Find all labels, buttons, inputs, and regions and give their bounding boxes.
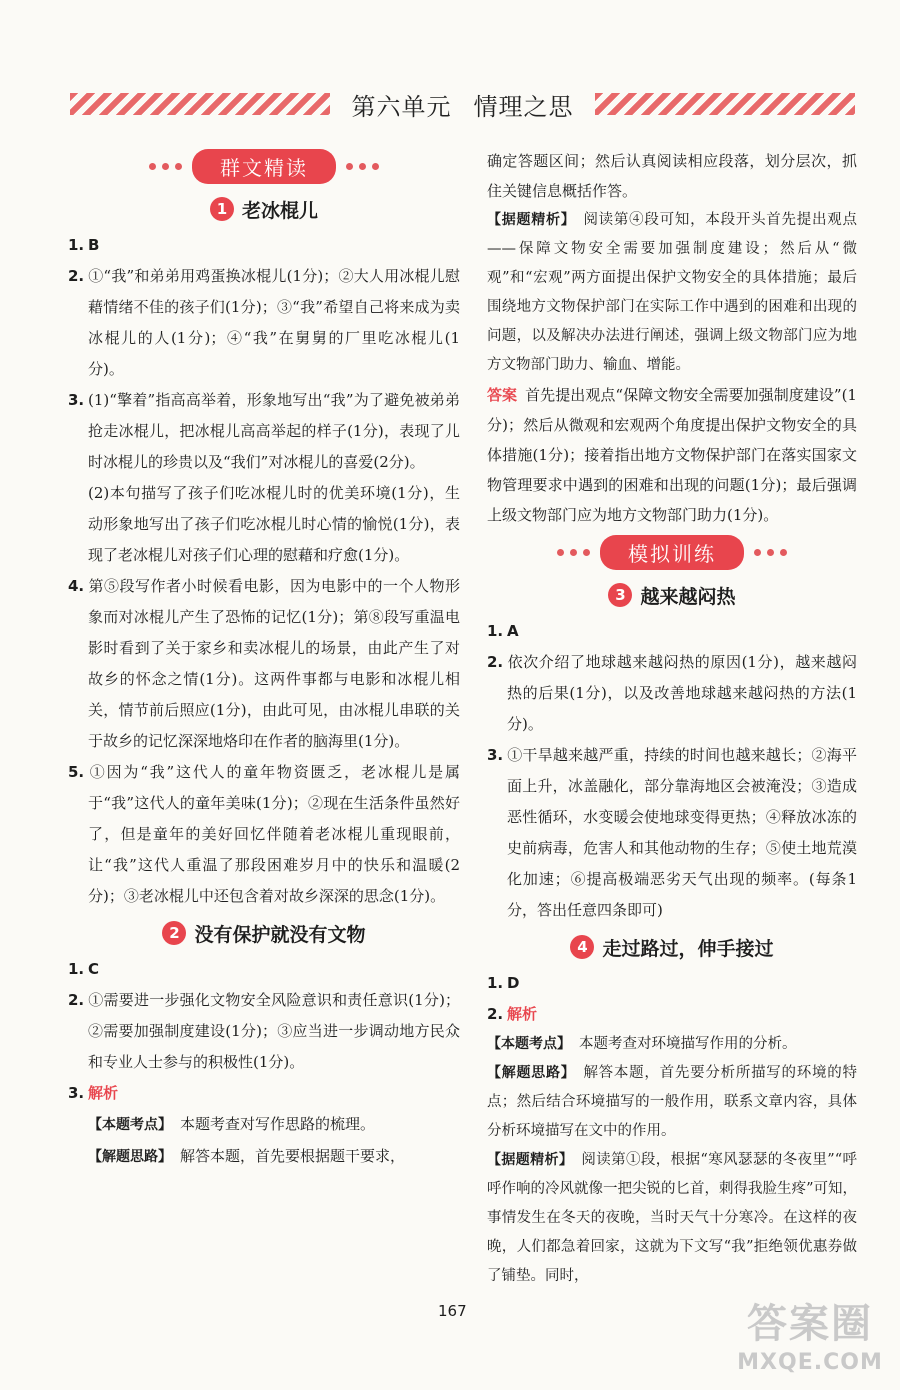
sub-answer: (2)本句描写了孩子们吃冰棍儿时的优美环境(1分)，生动形象地写出了孩子们吃冰棍儿时心情的愉悦(1分)，表现了老冰棍儿对孩子们心理的慰藉和疗愈(1分)。 bbox=[88, 484, 460, 564]
article-number: 3 bbox=[608, 583, 632, 607]
answer-text: ①干旱越来越严重，持续的时间也越来越长；②海平面上升，冰盖融化，部分靠海地区会被淹没；③造成恶性循环，水变暖会使地球变得更热；④释放冰冻的史前病毒，危害人和其他动物的生存；⑤使土地荒漠化加速；⑥提高极端恶劣天气出现的频率。(每条1分，答出任意四条即可) bbox=[507, 746, 857, 919]
article-number: 1 bbox=[210, 197, 234, 221]
solution-thought-text: 解答本题，首先要分析所描写的环境的特点；然后结合环境描写的一般作用，联系文章内容，具体分析环境描写在文中的作用。 bbox=[487, 1065, 858, 1139]
question-number: 3. bbox=[487, 746, 504, 764]
question-number: 4. bbox=[68, 577, 85, 595]
question bbox=[487, 616, 857, 647]
exam-point-tag: 【本题考点】 bbox=[88, 1117, 172, 1133]
analysis-label: 解析 bbox=[507, 1005, 538, 1023]
article-number: 4 bbox=[570, 935, 594, 959]
article-title-text: 没有保护就没有文物 bbox=[194, 923, 366, 946]
watermark-cn: 答案圈 bbox=[747, 1301, 873, 1347]
answer-text: ①“我”和弟弟用鸡蛋换冰棍儿(1分)；②大人用冰棍儿慰藉情绪不佳的孩子们(1分)；③“我”希望自己将来成为卖冰棍儿的人(1分)；④“我”在舅舅的厂里吃冰棍儿(1分)。 bbox=[88, 267, 460, 378]
answer bbox=[487, 380, 857, 530]
dots-decoration bbox=[149, 163, 182, 170]
section-banner-label: 群文精读 bbox=[192, 149, 336, 184]
precise-analysis bbox=[487, 1146, 857, 1291]
precise-analysis-tag: 【据题精析】 bbox=[487, 212, 576, 228]
exam-point-tag: 【本题考点】 bbox=[487, 1036, 571, 1052]
section-banner-label: 模拟训练 bbox=[600, 535, 744, 570]
question bbox=[68, 230, 460, 261]
left-column bbox=[68, 146, 460, 1173]
answer-tag: 答案 bbox=[487, 386, 518, 404]
answer-text: ①需要进一步强化文物安全风险意识和责任意识(1分)；②需要加强制度建设(1分)；③应当进一步调动地方民众和专业人士参与的积极性(1分)。 bbox=[88, 991, 460, 1071]
question-number: 1. bbox=[487, 622, 504, 640]
answer-text: 第⑤段写作者小时候看电影，因为电影中的一个人物形象而对冰棍儿产生了恐怖的记忆(1分)；第⑧段写重温电影时看到了关于家乡和卖冰棍儿的场景，由此产生了对故乡的怀念之情(1分)。这两件事都与电影和冰棍儿相关，情节前后照应(1分)，由此可见，由冰棍儿串联的关于故乡的记忆深深地烙印在作者的脑海里(1分)。 bbox=[88, 577, 460, 750]
section-banner bbox=[487, 534, 857, 570]
question-number: 3. bbox=[68, 391, 85, 409]
exam-point bbox=[487, 1030, 857, 1059]
dots-decoration bbox=[346, 163, 379, 170]
dots-decoration bbox=[557, 549, 590, 556]
question bbox=[68, 571, 460, 757]
solution-thought bbox=[68, 1141, 460, 1173]
continued-text: 确定答题区间；然后认真阅读相应段落，划分层次，抓住关键信息概括作答。 bbox=[487, 152, 857, 200]
question bbox=[487, 999, 857, 1030]
answer-text: 依次介绍了地球越来越闷热的原因(1分)，越来越闷热的后果(1分)，以及改善地球越来越闷热的方法(1分)。 bbox=[507, 653, 857, 733]
article-number: 2 bbox=[162, 921, 186, 945]
question bbox=[68, 954, 460, 985]
header-stripe-left bbox=[70, 93, 330, 115]
watermark-logo bbox=[724, 1300, 896, 1388]
question-number: 5. bbox=[68, 763, 85, 781]
answer-text: 首先提出观点“保障文物安全需要加强制度建设”(1分)；然后从微观和宏观两个角度提出保护文物安全的具体措施(1分)；接着指出地方文物保护部门在落实国家文物管理要求中遇到的困难和出现的问题(1分)；最后强调上级文物部门应为地方文物部门助力(1分)。 bbox=[487, 386, 857, 524]
question bbox=[68, 385, 460, 478]
precise-analysis-tag: 【据题精析】 bbox=[487, 1152, 574, 1168]
question bbox=[487, 740, 857, 926]
answer-text: ①因为“我”这代人的童年物资匮乏，老冰棍儿是属于“我”这代人的童年美味(1分)；②现在生活条件虽然好了，但是童年的美好回忆伴随着老冰棍儿重现眼前，让“我”这代人重温了那段困难岁月中的快乐和温暖(2分)；③老冰棍儿中还包含着对故乡深深的思念(1分)。 bbox=[88, 763, 460, 905]
solution-thought-text: 解答本题，首先要根据题干要求， bbox=[180, 1147, 406, 1165]
solution-thought-tag: 【解题思路】 bbox=[487, 1065, 576, 1081]
question-number: 2. bbox=[68, 991, 85, 1009]
answer-text: A bbox=[507, 622, 519, 640]
right-column bbox=[487, 146, 857, 1291]
analysis-label: 解析 bbox=[88, 1084, 119, 1102]
question-number: 1. bbox=[68, 960, 85, 978]
article-title-text: 老冰棍儿 bbox=[241, 199, 318, 222]
dots-decoration bbox=[754, 549, 787, 556]
unit-label: 第六单元 bbox=[351, 92, 452, 121]
article-title bbox=[487, 930, 857, 964]
exam-point-text: 本题考查对环境描写作用的分析。 bbox=[579, 1036, 797, 1052]
question-number: 2. bbox=[487, 653, 504, 671]
exam-point-text: 本题考查对写作思路的梳理。 bbox=[180, 1115, 376, 1133]
question bbox=[68, 1078, 460, 1109]
question-number: 1. bbox=[68, 236, 85, 254]
unit-title bbox=[352, 87, 574, 122]
question-number: 2. bbox=[487, 1005, 504, 1023]
section-banner bbox=[68, 148, 460, 184]
answer-text: B bbox=[88, 236, 100, 254]
header-stripe-right bbox=[595, 93, 855, 115]
article-title bbox=[68, 192, 460, 226]
unit-theme: 情理之思 bbox=[473, 92, 574, 121]
precise-analysis-text: 阅读第④段可知，本段开头首先提出观点——保障文物安全需要加强制度建设；然后从“微观”和“宏观”两方面提出保护文物安全的具体措施；最后围绕地方文物保护部门在实际工作中遇到的困难和出现的问题，以及解决办法进行阐述，强调上级文物部门应为地方文物部门助力、输血、增能。 bbox=[487, 212, 858, 373]
question bbox=[487, 647, 857, 740]
solution-thought-tag: 【解题思路】 bbox=[88, 1149, 172, 1165]
answer-text: C bbox=[88, 960, 100, 978]
question bbox=[68, 261, 460, 385]
precise-analysis bbox=[487, 206, 857, 380]
solution-thought bbox=[487, 1059, 857, 1146]
precise-analysis-text: 阅读第①段，根据“寒风瑟瑟的冬夜里”“呼呼作响的冷风就像一把尖锐的匕首，刺得我脸生疼”可知，事情发生在冬天的夜晚，当时天气十分寒冷。在这样的夜晚，人们都急着回家，这就为下文写“我”拒绝领优惠券做了铺垫。同时， bbox=[487, 1152, 857, 1284]
question-number: 2. bbox=[68, 267, 85, 285]
question-number: 1. bbox=[487, 974, 504, 992]
exam-point bbox=[68, 1109, 460, 1141]
article-title-text: 走过路过，伸手接过 bbox=[602, 937, 774, 960]
question-number: 3. bbox=[68, 1084, 85, 1102]
article-title bbox=[68, 916, 460, 950]
page-number: 167 bbox=[438, 1302, 467, 1320]
watermark-en: MXQE.COM bbox=[737, 1350, 883, 1375]
article-title-text: 越来越闷热 bbox=[640, 585, 736, 608]
answer-text: D bbox=[507, 974, 520, 992]
question bbox=[68, 757, 460, 912]
question bbox=[68, 985, 460, 1078]
article-title bbox=[487, 578, 857, 612]
answer-text: (1)“擎着”指高高举着，形象地写出“我”为了避免被弟弟抢走冰棍儿，把冰棍儿高高举起的样子(1分)，表现了儿时冰棍儿的珍贵以及“我们”对冰棍儿的喜爱(2分)。 bbox=[88, 391, 460, 471]
question bbox=[487, 968, 857, 999]
page-header bbox=[70, 84, 855, 124]
